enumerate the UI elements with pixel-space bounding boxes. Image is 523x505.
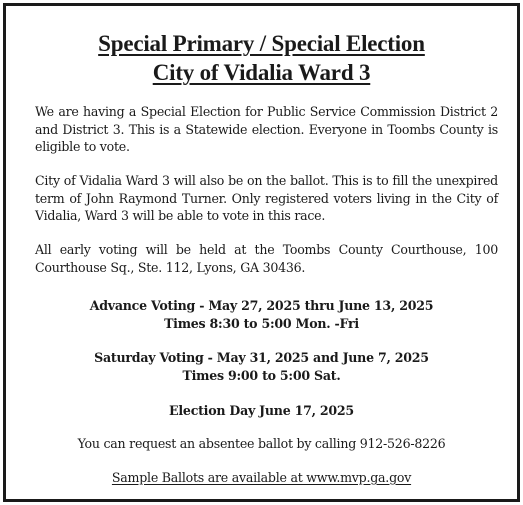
notice-subtitle: City of Vidalia Ward 3 — [152, 60, 371, 85]
saturday-voting-dates: Saturday Voting - May 31, 2025 and June 7, 2025 — [94, 350, 429, 365]
paragraph-statewide-election: We are having a Special Election for Public Service Commission District 2 and District 3. This is a Statewide election. Everyone in Toombs County is eligible to vote. — [35, 104, 498, 154]
notice-border — [3, 3, 520, 502]
paragraph-early-voting-location: All early voting will be held at the Toombs County Courthouse, 100 Courthouse Sq., Ste. 112, Lyons, GA 30436. — [35, 242, 498, 275]
sample-ballots-link[interactable]: Sample Ballots are available at www.mvp.ga.gov — [111, 470, 412, 485]
election-day: Election Day June 17, 2025 — [169, 403, 354, 418]
advance-voting-dates: Advance Voting - May 27, 2025 thru June 13, 2025 — [89, 298, 434, 313]
absentee-ballot-info: You can request an absentee ballot by calling 912-526-8226 — [77, 436, 446, 451]
notice-title: Special Primary / Special Election — [98, 31, 425, 56]
advance-voting-times: Times 8:30 to 5:00 Mon. -Fri — [164, 316, 359, 331]
saturday-voting-times: Times 9:00 to 5:00 Sat. — [182, 368, 341, 383]
paragraph-ward3-ballot: City of Vidalia Ward 3 will also be on the ballot. This is to fill the unexpired term of John Raymond Turner. Only registered voters living in the City of Vidalia, Ward 3 will be able to vote in this race. — [35, 173, 498, 223]
